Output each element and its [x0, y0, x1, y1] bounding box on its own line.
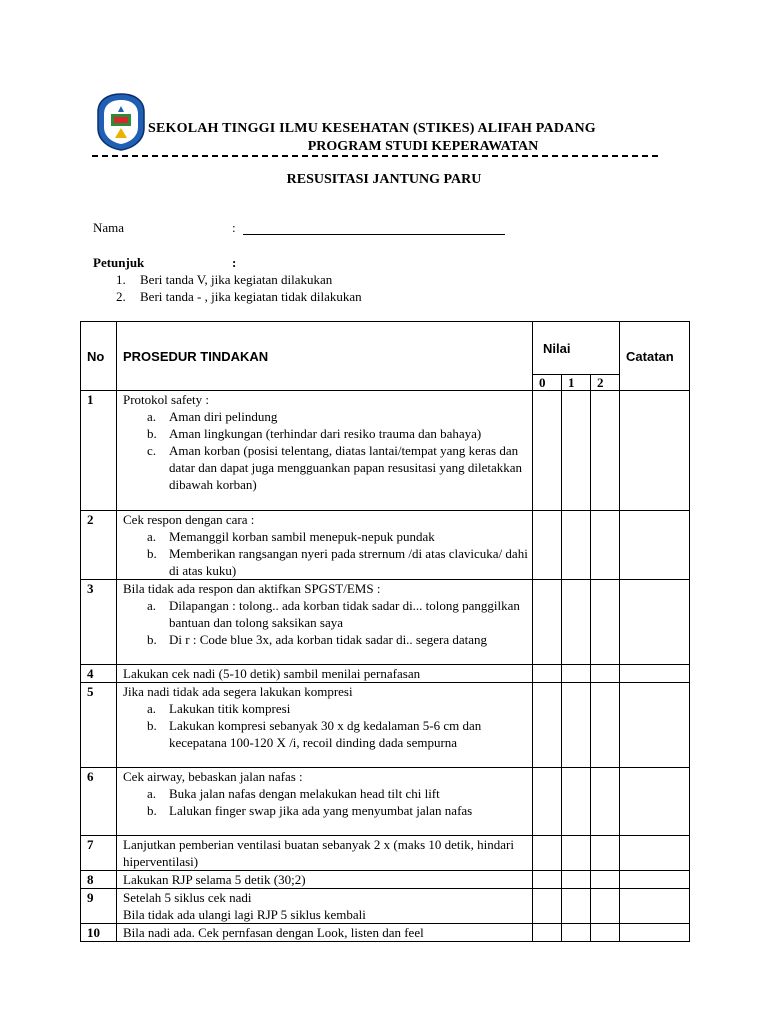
table-row	[81, 391, 690, 511]
procedure-text: Lakukan cek nadi (5-10 detik) sambil menilai pernafasan	[123, 666, 421, 681]
substep-letter: a.	[147, 786, 157, 801]
score-1-cell[interactable]	[562, 580, 591, 665]
procedure-text: Bila tidak ada respon dan aktifkan SPGST/EMS :	[123, 581, 381, 596]
score-0-cell[interactable]	[533, 683, 562, 768]
row-number: 5	[81, 683, 117, 768]
score-1-cell[interactable]	[562, 836, 591, 871]
procedure-cell	[117, 665, 533, 683]
score-2-cell[interactable]	[591, 391, 620, 511]
procedure-cell	[117, 924, 533, 942]
procedure-substep	[147, 425, 532, 442]
header-catatan: Catatan	[620, 322, 690, 391]
procedure-substep	[147, 717, 532, 751]
score-0-cell[interactable]	[533, 924, 562, 942]
catatan-cell[interactable]	[620, 391, 690, 511]
catatan-cell[interactable]	[620, 871, 690, 889]
table-row	[81, 871, 690, 889]
score-2-cell[interactable]	[591, 889, 620, 924]
catatan-cell[interactable]	[620, 889, 690, 924]
score-1-header: 1	[562, 375, 591, 391]
procedure-text: Bila nadi ada. Cek pernfasan dengan Look, listen dan feel	[123, 925, 424, 940]
petunjuk-colon: :	[232, 255, 237, 270]
procedure-cell	[117, 511, 533, 580]
substep-text: Memberikan rangsangan nyeri pada strernum /di atas clavicuka/ dahi di atas kuku)	[169, 546, 528, 578]
procedure-cell	[117, 836, 533, 871]
score-2-cell[interactable]	[591, 511, 620, 580]
procedure-cell	[117, 889, 533, 924]
substep-text: Aman diri pelindung	[169, 409, 278, 424]
score-2-cell[interactable]	[591, 580, 620, 665]
score-1-cell[interactable]	[562, 391, 591, 511]
score-0-cell[interactable]	[533, 665, 562, 683]
table-row	[81, 683, 690, 768]
score-0-cell[interactable]	[533, 580, 562, 665]
procedure-substeps	[123, 408, 532, 493]
score-0-cell[interactable]	[533, 836, 562, 871]
catatan-cell[interactable]	[620, 836, 690, 871]
procedure-substeps	[123, 597, 532, 648]
petunjuk-item: 1. Beri tanda V, jika kegiatan dilakukan	[116, 272, 333, 287]
header-divider	[92, 155, 658, 157]
score-1-cell[interactable]	[562, 665, 591, 683]
score-0-cell[interactable]	[533, 768, 562, 836]
procedure-substep	[147, 408, 532, 425]
row-number: 8	[81, 871, 117, 889]
row-number: 1	[81, 391, 117, 511]
table-row	[81, 580, 690, 665]
procedure-text: Lakukan RJP selama 5 detik (30;2)	[123, 872, 306, 887]
procedure-cell	[117, 391, 533, 511]
procedure-substeps	[123, 528, 532, 579]
score-2-header: 2	[591, 375, 620, 391]
row-number: 10	[81, 924, 117, 942]
substep-letter: b.	[147, 546, 157, 561]
row-number: 7	[81, 836, 117, 871]
substep-letter: a.	[147, 409, 157, 424]
procedure-substep	[147, 631, 532, 648]
procedure-cell	[117, 580, 533, 665]
procedure-text: Lanjutkan pemberian ventilasi buatan sebanyak 2 x (maks 10 detik, hindari hiperventilasi)	[123, 837, 514, 869]
row-number: 2	[81, 511, 117, 580]
catatan-cell[interactable]	[620, 665, 690, 683]
score-0-header: 0	[533, 375, 562, 391]
procedure-cell	[117, 768, 533, 836]
procedure-text: Jika nadi tidak ada segera lakukan kompresi	[123, 684, 353, 699]
score-1-cell[interactable]	[562, 683, 591, 768]
procedure-cell	[117, 683, 533, 768]
substep-letter: b.	[147, 632, 157, 647]
procedure-cell	[117, 871, 533, 889]
score-2-cell[interactable]	[591, 836, 620, 871]
procedure-text: Setelah 5 siklus cek nadi	[123, 890, 252, 905]
procedure-substep	[147, 545, 532, 579]
substep-letter: b.	[147, 426, 157, 441]
substep-text: Aman korban (posisi telentang, diatas lantai/tempat yang keras dan datar dan dapat juga mengguankan papan resusitasi yang diletakkan dibawah korban)	[169, 443, 523, 492]
score-0-cell[interactable]	[533, 511, 562, 580]
substep-letter: a.	[147, 701, 157, 716]
score-2-cell[interactable]	[591, 768, 620, 836]
row-number: 3	[81, 580, 117, 665]
score-0-cell[interactable]	[533, 871, 562, 889]
substep-text: Aman lingkungan (terhindar dari resiko trauma dan bahaya)	[169, 426, 482, 441]
score-0-cell[interactable]	[533, 391, 562, 511]
school-name: SEKOLAH TINGGI ILMU KESEHATAN (STIKES) ALIFAH PADANG	[148, 121, 596, 136]
procedure-substep	[147, 597, 532, 631]
substep-text: Lakukan kompresi sebanyak 30 x dg kedalaman 5-6 cm dan kecepatana 100-120 X /i, recoil dinding dada sempurna	[169, 718, 482, 750]
header-prosedur: PROSEDUR TINDAKAN	[117, 322, 533, 391]
substep-text: Lalukan finger swap jika ada yang menyumbat jalan nafas	[169, 803, 473, 818]
petunjuk-list	[116, 271, 362, 305]
score-1-cell[interactable]	[562, 889, 591, 924]
score-1-cell[interactable]	[562, 924, 591, 942]
substep-text: Dilapangan : tolong.. ada korban tidak sadar di... tolong panggilkan bantuan dan tolong saksikan saya	[169, 598, 520, 630]
substep-text: Lakukan titik kompresi	[169, 701, 291, 716]
substep-letter: c.	[147, 443, 157, 458]
nama-colon: :	[232, 220, 236, 235]
table-row	[81, 836, 690, 871]
table-row	[81, 511, 690, 580]
score-1-cell[interactable]	[562, 768, 591, 836]
score-2-cell[interactable]	[591, 683, 620, 768]
document-title: RESUSITASI JANTUNG PARU	[286, 172, 482, 187]
table-row	[81, 889, 690, 924]
score-1-cell[interactable]	[562, 871, 591, 889]
score-2-cell[interactable]	[591, 871, 620, 889]
procedure-text: Cek airway, bebaskan jalan nafas :	[123, 769, 303, 784]
procedure-text: Cek respon dengan cara :	[123, 512, 255, 527]
substep-text: Memanggil korban sambil menepuk-nepuk pundak	[169, 529, 435, 544]
procedure-substep	[147, 785, 532, 802]
program-name: PROGRAM STUDI KEPERAWATAN	[307, 139, 539, 154]
table-row	[81, 768, 690, 836]
score-2-cell[interactable]	[591, 665, 620, 683]
table-row	[81, 665, 690, 683]
procedure-table	[80, 321, 690, 942]
substep-letter: b.	[147, 803, 157, 818]
procedure-substep	[147, 700, 532, 717]
row-number: 6	[81, 768, 117, 836]
procedure-substep	[147, 802, 532, 819]
table-row	[81, 924, 690, 942]
school-logo	[94, 92, 148, 152]
procedure-text: Bila tidak ada ulangi lagi RJP 5 siklus kembali	[123, 907, 366, 922]
catatan-cell[interactable]	[620, 683, 690, 768]
substep-text: Buka jalan nafas dengan melakukan head tilt chi lift	[169, 786, 440, 801]
procedure-substep	[147, 442, 532, 493]
substep-letter: a.	[147, 529, 157, 544]
substep-text: Di r : Code blue 3x, ada korban tidak sadar di.. segera datang	[169, 632, 488, 647]
nama-field[interactable]	[243, 234, 505, 235]
nama-label: Nama	[93, 220, 125, 235]
procedure-text: Protokol safety :	[123, 392, 209, 407]
substep-letter: a.	[147, 598, 157, 613]
catatan-cell[interactable]	[620, 924, 690, 942]
header-no: No	[81, 322, 117, 391]
petunjuk-label: Petunjuk	[93, 255, 145, 270]
score-2-cell[interactable]	[591, 924, 620, 942]
procedure-substep	[147, 528, 532, 545]
header-nilai: Nilai	[533, 322, 620, 375]
row-number: 9	[81, 889, 117, 924]
catatan-cell[interactable]	[620, 511, 690, 580]
procedure-substeps	[123, 785, 532, 819]
procedure-substeps	[123, 700, 532, 751]
row-number: 4	[81, 665, 117, 683]
catatan-cell[interactable]	[620, 768, 690, 836]
score-1-cell[interactable]	[562, 511, 591, 580]
score-0-cell[interactable]	[533, 889, 562, 924]
catatan-cell[interactable]	[620, 580, 690, 665]
petunjuk-item: 2. Beri tanda - , jika kegiatan tidak dilakukan	[116, 289, 362, 304]
substep-letter: b.	[147, 718, 157, 733]
